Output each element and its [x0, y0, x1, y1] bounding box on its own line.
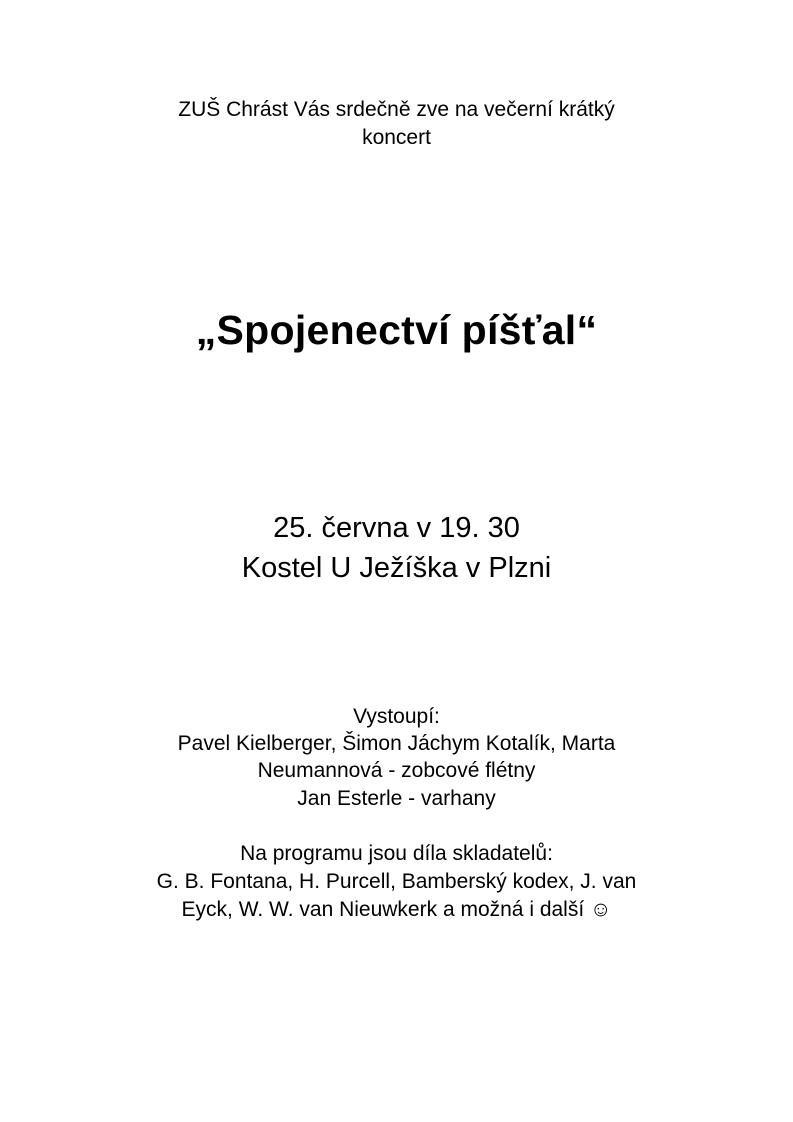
performers-line: Neumannová - zobcové flétny: [257, 759, 536, 782]
event-venue: Kostel U Ježíška v Plzni: [241, 552, 552, 584]
invitation-line-2: koncert: [362, 126, 431, 149]
program-line: G. B. Fontana, H. Purcell, Bamberský kodex, J. van: [156, 870, 637, 893]
performers-heading: Vystoupí:: [353, 705, 440, 728]
program-line: Eyck, W. W. van Nieuwkerk a možná i další ☺: [181, 898, 612, 921]
concert-title: „Spojenectví píšťal“: [195, 307, 598, 353]
performers-line: Pavel Kielberger, Šimon Jáchym Kotalík, Marta: [177, 732, 616, 755]
event-date-time: 25. června v 19. 30: [273, 512, 520, 544]
invitation-line-1: ZUŠ Chrást Vás srdečně zve na večerní krátký: [178, 98, 615, 121]
performers-line: Jan Esterle - varhany: [297, 787, 496, 810]
program-heading: Na programu jsou díla skladatelů:: [240, 842, 553, 865]
